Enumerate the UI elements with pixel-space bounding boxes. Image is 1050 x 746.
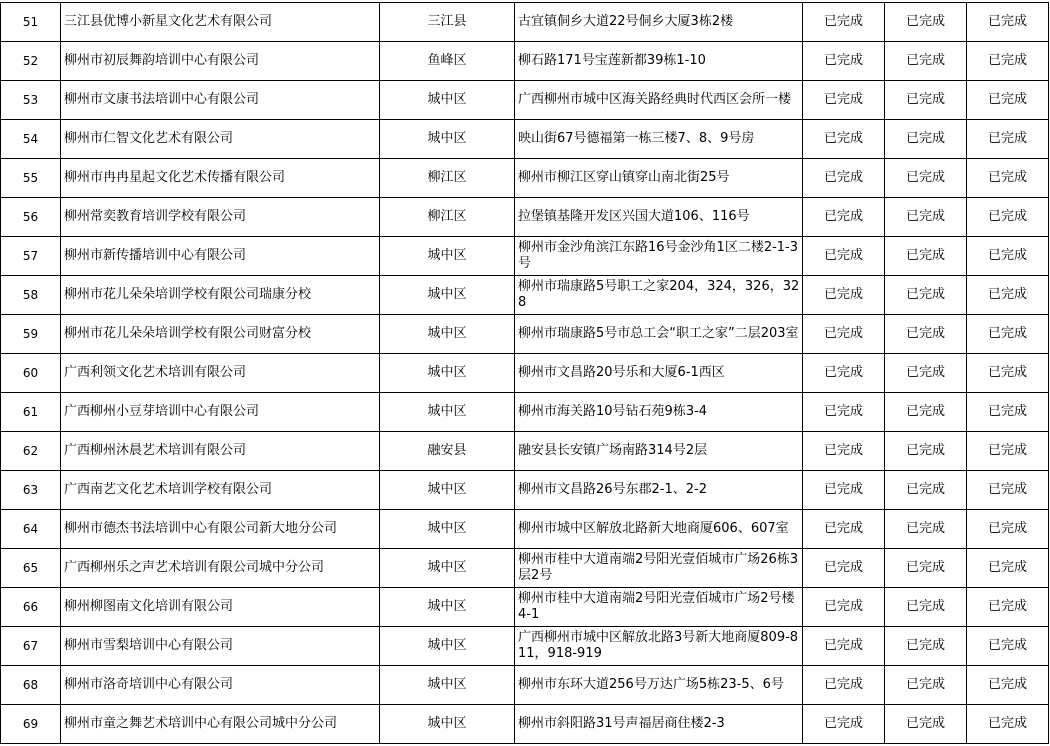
address-cell: 柳石路171号宝莲新都39栋1-10: [515, 42, 803, 81]
status-1-cell: 已完成: [803, 393, 885, 432]
company-name-cell: 广西南艺文化艺术培训学校有限公司: [61, 471, 380, 510]
status-2-cell: 已完成: [885, 705, 967, 744]
status-1-cell: 已完成: [803, 627, 885, 666]
status-3-cell: 已完成: [967, 276, 1049, 315]
status-2-cell: 已完成: [885, 549, 967, 588]
address-cell: 映山街67号德福第一栋三楼7、8、9号房: [515, 120, 803, 159]
address-cell: 融安县长安镇广场南路314号2层: [515, 432, 803, 471]
status-3-cell: 已完成: [967, 198, 1049, 237]
status-2-cell: 已完成: [885, 276, 967, 315]
status-2-cell: 已完成: [885, 198, 967, 237]
address-cell: 柳州市桂中大道南端2号阳光壹佰城市广场2号楼4-1: [515, 588, 803, 627]
institution-table: [0, 2, 1049, 744]
status-3-cell: 已完成: [967, 588, 1049, 627]
table-row: [1, 627, 1049, 666]
row-number-cell: 59: [1, 315, 61, 354]
company-name-cell: 柳州市雪梨培训中心有限公司: [61, 627, 380, 666]
district-cell: 融安县: [380, 432, 515, 471]
row-number-cell: 56: [1, 198, 61, 237]
district-cell: 城中区: [380, 315, 515, 354]
address-cell: 柳州市海关路10号钻石苑9栋3-4: [515, 393, 803, 432]
table-row: [1, 120, 1049, 159]
company-name-cell: 广西柳州小豆芽培训中心有限公司: [61, 393, 380, 432]
table-row: [1, 393, 1049, 432]
company-name-cell: 柳州市文康书法培训中心有限公司: [61, 81, 380, 120]
table-row: [1, 705, 1049, 744]
row-number-cell: 54: [1, 120, 61, 159]
status-1-cell: 已完成: [803, 666, 885, 705]
status-2-cell: 已完成: [885, 3, 967, 42]
status-2-cell: 已完成: [885, 42, 967, 81]
row-number-cell: 67: [1, 627, 61, 666]
address-cell: 柳州市柳江区穿山镇穿山南北街25号: [515, 159, 803, 198]
district-cell: 城中区: [380, 588, 515, 627]
company-name-cell: 广西柳州沐晨艺术培训有限公司: [61, 432, 380, 471]
row-number-cell: 66: [1, 588, 61, 627]
district-cell: 城中区: [380, 393, 515, 432]
district-cell: 城中区: [380, 237, 515, 276]
company-name-cell: 柳州市花儿朵朵培训学校有限公司财富分校: [61, 315, 380, 354]
table-row: [1, 198, 1049, 237]
company-name-cell: 柳州市初辰舞韵培训中心有限公司: [61, 42, 380, 81]
status-1-cell: 已完成: [803, 81, 885, 120]
row-number-cell: 61: [1, 393, 61, 432]
status-2-cell: 已完成: [885, 393, 967, 432]
table-row: [1, 471, 1049, 510]
status-1-cell: 已完成: [803, 354, 885, 393]
table-row: [1, 432, 1049, 471]
row-number-cell: 60: [1, 354, 61, 393]
status-2-cell: 已完成: [885, 432, 967, 471]
status-2-cell: 已完成: [885, 471, 967, 510]
district-cell: 城中区: [380, 510, 515, 549]
district-cell: 鱼峰区: [380, 42, 515, 81]
row-number-cell: 55: [1, 159, 61, 198]
status-2-cell: 已完成: [885, 120, 967, 159]
status-1-cell: 已完成: [803, 3, 885, 42]
address-cell: 柳州市金沙角滨江东路16号金沙角1区二楼2-1-3号: [515, 237, 803, 276]
status-3-cell: 已完成: [967, 120, 1049, 159]
status-1-cell: 已完成: [803, 315, 885, 354]
row-number-cell: 62: [1, 432, 61, 471]
address-cell: 柳州市文昌路26号东郡2-1、2-2: [515, 471, 803, 510]
company-name-cell: 广西利领文化艺术培训有限公司: [61, 354, 380, 393]
table-row: [1, 81, 1049, 120]
address-cell: 拉堡镇基隆开发区兴国大道106、116号: [515, 198, 803, 237]
address-cell: 柳州市东环大道256号万达广场5栋23-5、6号: [515, 666, 803, 705]
district-cell: 城中区: [380, 627, 515, 666]
row-number-cell: 68: [1, 666, 61, 705]
district-cell: 城中区: [380, 549, 515, 588]
status-2-cell: 已完成: [885, 354, 967, 393]
table-row: [1, 666, 1049, 705]
row-number-cell: 58: [1, 276, 61, 315]
district-cell: 城中区: [380, 81, 515, 120]
table-row: [1, 549, 1049, 588]
status-3-cell: 已完成: [967, 237, 1049, 276]
table-body: [1, 3, 1049, 744]
status-3-cell: 已完成: [967, 549, 1049, 588]
company-name-cell: 柳州柳图南文化培训有限公司: [61, 588, 380, 627]
address-cell: 柳州市斜阳路31号声福居商住楼2-3: [515, 705, 803, 744]
row-number-cell: 64: [1, 510, 61, 549]
company-name-cell: 柳州市新传播培训中心有限公司: [61, 237, 380, 276]
district-cell: 城中区: [380, 666, 515, 705]
address-cell: 柳州市文昌路20号乐和大厦6-1西区: [515, 354, 803, 393]
address-cell: 柳州市瑞康路5号职工之家204，324，326，328: [515, 276, 803, 315]
district-cell: 城中区: [380, 354, 515, 393]
status-2-cell: 已完成: [885, 588, 967, 627]
district-cell: 城中区: [380, 276, 515, 315]
table-row: [1, 315, 1049, 354]
table-row: [1, 237, 1049, 276]
address-cell: 广西柳州市城中区海关路经典时代西区会所一楼: [515, 81, 803, 120]
address-cell: 柳州市城中区解放北路新大地商厦606、607室: [515, 510, 803, 549]
company-name-cell: 柳州市仁智文化艺术有限公司: [61, 120, 380, 159]
status-3-cell: 已完成: [967, 354, 1049, 393]
status-1-cell: 已完成: [803, 42, 885, 81]
address-cell: 古宜镇侗乡大道22号侗乡大厦3栋2楼: [515, 3, 803, 42]
company-name-cell: 柳州市德杰书法培训中心有限公司新大地分公司: [61, 510, 380, 549]
address-cell: 柳州市桂中大道南端2号阳光壹佰城市广场26栋3层2号: [515, 549, 803, 588]
status-1-cell: 已完成: [803, 471, 885, 510]
status-2-cell: 已完成: [885, 315, 967, 354]
table-row: [1, 588, 1049, 627]
company-name-cell: 柳州常奕教育培训学校有限公司: [61, 198, 380, 237]
status-1-cell: 已完成: [803, 237, 885, 276]
status-3-cell: 已完成: [967, 81, 1049, 120]
status-1-cell: 已完成: [803, 432, 885, 471]
status-3-cell: 已完成: [967, 432, 1049, 471]
district-cell: 城中区: [380, 120, 515, 159]
status-1-cell: 已完成: [803, 705, 885, 744]
status-3-cell: 已完成: [967, 627, 1049, 666]
status-2-cell: 已完成: [885, 627, 967, 666]
district-cell: 城中区: [380, 471, 515, 510]
status-3-cell: 已完成: [967, 666, 1049, 705]
row-number-cell: 51: [1, 3, 61, 42]
status-3-cell: 已完成: [967, 159, 1049, 198]
status-1-cell: 已完成: [803, 588, 885, 627]
district-cell: 三江县: [380, 3, 515, 42]
status-2-cell: 已完成: [885, 159, 967, 198]
company-name-cell: 柳州市洛奇培训中心有限公司: [61, 666, 380, 705]
status-2-cell: 已完成: [885, 510, 967, 549]
row-number-cell: 57: [1, 237, 61, 276]
status-3-cell: 已完成: [967, 42, 1049, 81]
status-1-cell: 已完成: [803, 276, 885, 315]
status-3-cell: 已完成: [967, 3, 1049, 42]
status-2-cell: 已完成: [885, 666, 967, 705]
address-cell: 广西柳州市城中区解放北路3号新大地商厦809-811，918-919: [515, 627, 803, 666]
table-row: [1, 510, 1049, 549]
district-cell: 柳江区: [380, 159, 515, 198]
company-name-cell: 三江县优博小新星文化艺术有限公司: [61, 3, 380, 42]
status-3-cell: 已完成: [967, 471, 1049, 510]
status-1-cell: 已完成: [803, 198, 885, 237]
status-1-cell: 已完成: [803, 549, 885, 588]
status-3-cell: 已完成: [967, 705, 1049, 744]
table-row: [1, 276, 1049, 315]
status-1-cell: 已完成: [803, 120, 885, 159]
table-row: [1, 3, 1049, 42]
row-number-cell: 63: [1, 471, 61, 510]
status-1-cell: 已完成: [803, 159, 885, 198]
status-2-cell: 已完成: [885, 81, 967, 120]
row-number-cell: 65: [1, 549, 61, 588]
status-1-cell: 已完成: [803, 510, 885, 549]
company-name-cell: 柳州市花儿朵朵培训学校有限公司瑞康分校: [61, 276, 380, 315]
row-number-cell: 53: [1, 81, 61, 120]
status-2-cell: 已完成: [885, 237, 967, 276]
table-row: [1, 159, 1049, 198]
row-number-cell: 69: [1, 705, 61, 744]
company-name-cell: 柳州市童之舞艺术培训中心有限公司城中分公司: [61, 705, 380, 744]
table-row: [1, 42, 1049, 81]
company-name-cell: 广西柳州乐之声艺术培训有限公司城中分公司: [61, 549, 380, 588]
table-row: [1, 354, 1049, 393]
status-3-cell: 已完成: [967, 510, 1049, 549]
row-number-cell: 52: [1, 42, 61, 81]
district-cell: 城中区: [380, 705, 515, 744]
district-cell: 柳江区: [380, 198, 515, 237]
address-cell: 柳州市瑞康路5号市总工会“职工之家”二层203室: [515, 315, 803, 354]
status-3-cell: 已完成: [967, 393, 1049, 432]
status-3-cell: 已完成: [967, 315, 1049, 354]
company-name-cell: 柳州市冉冉星起文化艺术传播有限公司: [61, 159, 380, 198]
